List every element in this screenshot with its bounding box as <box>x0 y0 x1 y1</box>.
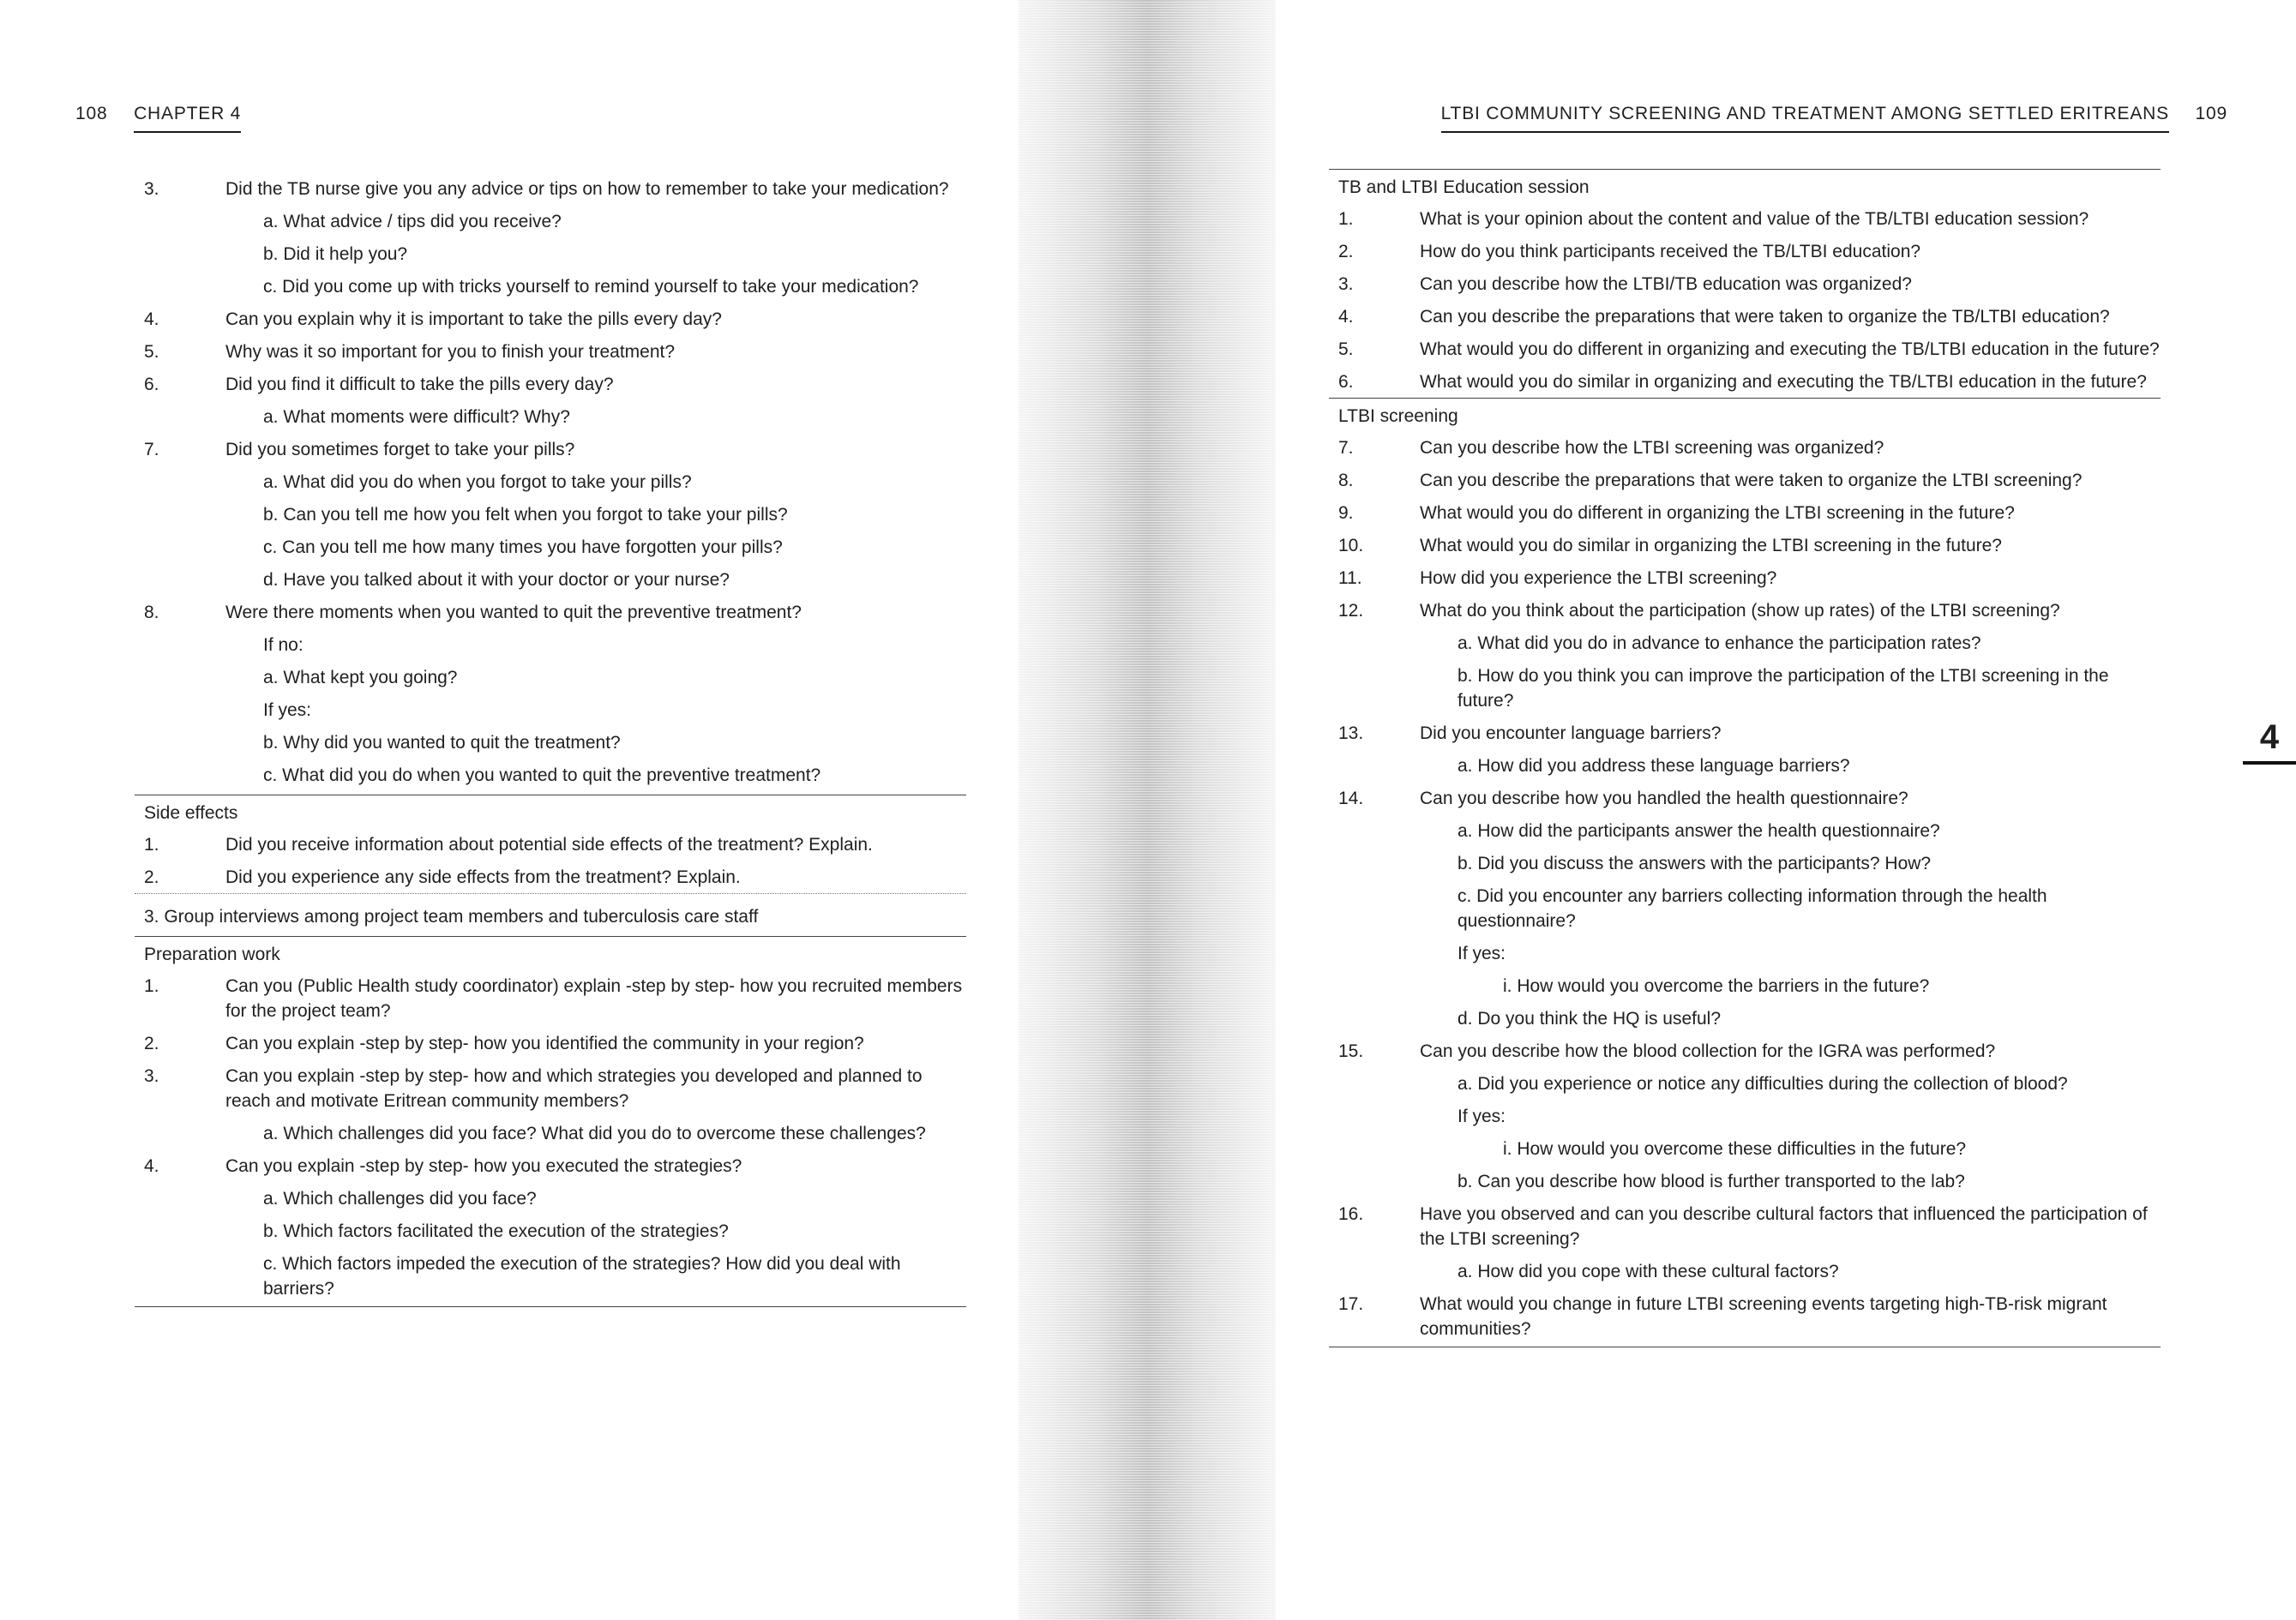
question-number: 8. <box>1338 471 1354 490</box>
question-item <box>1329 1202 2161 1251</box>
sub-question: a. How did you cope with these cultural factors? <box>1458 1262 1839 1281</box>
question-number: 2. <box>144 867 159 887</box>
question-number: 3. <box>144 179 159 199</box>
sub-question: b. Which factors facilitated the execution of the strategies? <box>263 1221 729 1241</box>
question-item <box>1329 721 2161 746</box>
question-item <box>135 974 966 1023</box>
question-text: How did you experience the LTBI screening? <box>1420 568 1777 588</box>
question-number: 4. <box>144 1156 159 1176</box>
question-text: Can you explain -step by step- how you identified the community in your region? <box>225 1034 864 1053</box>
question-item <box>1329 239 2161 264</box>
question-number: 1. <box>1338 209 1354 229</box>
question-text: Did you encounter language barriers? <box>1420 723 1722 743</box>
question-text: Did you sometimes forget to take your pills? <box>225 440 575 459</box>
question-text: Can you explain -step by step- how you executed the strategies? <box>225 1156 742 1176</box>
question-item <box>135 865 966 890</box>
question-number: 15. <box>1338 1041 1364 1061</box>
running-head-right <box>1441 101 2227 133</box>
question-text: What do you think about the participation (show up rates) of the LTBI screening? <box>1420 601 2060 621</box>
question-item <box>135 372 966 397</box>
question-item <box>135 307 966 332</box>
sub-question: b. Did you discuss the answers with the participants? How? <box>1458 854 1932 873</box>
question-item <box>1329 272 2161 297</box>
sub-question: a. Which challenges did you face? <box>263 1189 537 1209</box>
chapter-tab-marker <box>2243 718 2296 765</box>
sub-question: a. Which challenges did you face? What did you do to overcome these challenges? <box>263 1124 926 1143</box>
book-spine-gutter <box>1019 0 1276 1620</box>
chapter-title: LTBI COMMUNITY SCREENING AND TREATMENT AMONG SETTLED ERITREANS <box>1441 101 2169 133</box>
question-text: What would you change in future LTBI screening events targeting high-TB-risk migrant communities? <box>1420 1294 2107 1339</box>
section-divider <box>135 1306 966 1307</box>
question-text: What would you do different in organizing and executing the TB/LTBI education in the future? <box>1420 339 2160 359</box>
question-text: Can you describe the preparations that were taken to organize the LTBI screening? <box>1420 471 2083 490</box>
question-item <box>1329 598 2161 623</box>
sub-sub-question: i. How would you overcome the barriers in the future? <box>1503 976 1930 996</box>
question-item <box>1329 369 2161 394</box>
question-number: 2. <box>1338 242 1354 261</box>
question-number: 7. <box>1338 438 1354 458</box>
question-number: 1. <box>144 976 159 996</box>
sub-question: a. What moments were difficult? Why? <box>263 407 570 427</box>
question-item <box>1329 337 2161 362</box>
question-text: How do you think participants received the TB/LTBI education? <box>1420 242 1921 261</box>
sub-question: c. Did you come up with tricks yourself to remind yourself to take your medication? <box>263 277 919 297</box>
sub-question: b. How do you think you can improve the participation of the LTBI screening in the future? <box>1458 666 2109 711</box>
condition-note: If yes: <box>1458 944 1506 963</box>
question-text: Did you experience any side effects from the treatment? Explain. <box>225 867 741 887</box>
question-text: Can you describe how the blood collection for the IGRA was performed? <box>1420 1041 1996 1061</box>
right-page <box>1276 0 2296 1620</box>
question-text: Can you describe the preparations that were taken to organize the TB/LTBI education? <box>1420 307 2110 327</box>
question-text: Have you observed and can you describe cultural factors that influenced the participation of the LTBI screening? <box>1420 1204 2148 1249</box>
question-number: 11. <box>1338 568 1362 588</box>
question-number: 6. <box>144 375 159 394</box>
question-number: 17. <box>1338 1294 1364 1314</box>
question-text: Can you describe how the LTBI/TB education was organized? <box>1420 274 1912 294</box>
question-number: 4. <box>1338 307 1354 327</box>
page-number: 108 <box>75 104 108 123</box>
question-item <box>1329 1039 2161 1064</box>
question-text: Can you explain -step by step- how and which strategies you developed and planned to reach and motivate Eritrean community members? <box>225 1066 923 1111</box>
question-item <box>135 1064 966 1113</box>
running-head-left <box>75 101 241 133</box>
question-text: Can you (Public Health study coordinator) explain -step by step- how you recruited members for the project team? <box>225 976 963 1021</box>
question-item <box>135 1154 966 1179</box>
sub-question: a. What kept you going? <box>263 668 458 687</box>
section-heading: Preparation work <box>144 945 280 964</box>
question-item <box>1329 1292 2161 1341</box>
question-number: 3. <box>144 1066 159 1086</box>
question-item <box>1329 501 2161 525</box>
question-number: 14. <box>1338 789 1364 808</box>
chapter-title: CHAPTER 4 <box>134 101 241 133</box>
condition-note: If yes: <box>263 700 312 720</box>
question-text: What would you do similar in organizing the LTBI screening in the future? <box>1420 536 2002 555</box>
sub-question: a. What did you do when you forgot to take your pills? <box>263 472 692 492</box>
question-number: 4. <box>144 309 159 329</box>
question-text: What would you do different in organizing the LTBI screening in the future? <box>1420 503 2015 523</box>
question-text: Can you describe how the LTBI screening was organized? <box>1420 438 1884 458</box>
question-number: 16. <box>1338 1204 1364 1224</box>
question-text: What is your opinion about the content and value of the TB/LTBI education session? <box>1420 209 2089 229</box>
page-number: 109 <box>2195 104 2227 123</box>
sub-question: d. Have you talked about it with your doctor or your nurse? <box>263 570 730 590</box>
condition-note: If yes: <box>1458 1107 1506 1126</box>
question-number: 5. <box>1338 339 1354 359</box>
question-number: 9. <box>1338 503 1354 523</box>
sub-question: a. Did you experience or notice any difficulties during the collection of blood? <box>1458 1074 2068 1094</box>
question-item <box>135 437 966 462</box>
sub-question: a. How did you address these language barriers? <box>1458 756 1850 776</box>
question-number: 5. <box>144 342 159 362</box>
section-heading: Side effects <box>144 803 238 823</box>
sub-question: b. Why did you wanted to quit the treatment? <box>263 733 621 753</box>
question-number: 8. <box>144 603 159 622</box>
question-number: 6. <box>1338 372 1354 392</box>
question-number: 2. <box>144 1034 159 1053</box>
sub-question: c. Did you encounter any barriers collecting information through the health questionnaire? <box>1458 886 2047 931</box>
chapter-tab-number: 4 <box>2259 718 2280 756</box>
question-item <box>1329 304 2161 329</box>
question-text: Can you explain why it is important to take the pills every day? <box>225 309 722 329</box>
question-item <box>1329 207 2161 231</box>
question-number: 3. <box>1338 274 1354 294</box>
sub-question: b. Did it help you? <box>263 244 408 264</box>
sub-sub-question: i. How would you overcome these difficulties in the future? <box>1503 1139 1967 1159</box>
question-text: Did you find it difficult to take the pills every day? <box>225 375 614 394</box>
chapter-tab-bar <box>2243 761 2296 765</box>
question-item <box>135 339 966 364</box>
sub-question: a. What did you do in advance to enhance the participation rates? <box>1458 633 1981 653</box>
question-item <box>1329 435 2161 460</box>
section-heading: LTBI screening <box>1338 406 1458 426</box>
condition-note: If no: <box>263 635 304 655</box>
sub-question: c. Can you tell me how many times you have forgotten your pills? <box>263 537 783 557</box>
sub-question: a. How did the participants answer the health questionnaire? <box>1458 821 1940 841</box>
question-item <box>135 600 966 625</box>
question-item <box>135 1031 966 1056</box>
question-number: 12. <box>1338 601 1364 621</box>
question-item <box>1329 468 2161 493</box>
question-table-right <box>1329 169 2161 1347</box>
sub-question: d. Do you think the HQ is useful? <box>1458 1009 1721 1029</box>
question-item <box>1329 786 2161 811</box>
question-item <box>1329 566 2161 591</box>
question-text: Did the TB nurse give you any advice or tips on how to remember to take your medication? <box>225 179 949 199</box>
sub-question: b. Can you describe how blood is further transported to the lab? <box>1458 1172 1965 1191</box>
question-item <box>135 177 966 201</box>
question-number: 7. <box>144 440 159 459</box>
question-number: 10. <box>1338 536 1364 555</box>
question-item <box>1329 533 2161 558</box>
section-heading: TB and LTBI Education session <box>1338 177 1590 197</box>
question-text: What would you do similar in organizing and executing the TB/LTBI education in the future? <box>1420 372 2147 392</box>
question-number: 1. <box>144 835 159 855</box>
group-interviews-heading: 3. Group interviews among project team members and tuberculosis care staff <box>144 907 759 927</box>
sub-question: a. What advice / tips did you receive? <box>263 212 562 231</box>
question-text: Did you receive information about potential side effects of the treatment? Explain. <box>225 835 873 855</box>
left-page <box>0 0 1019 1620</box>
sub-question: c. What did you do when you wanted to quit the preventive treatment? <box>263 765 821 785</box>
question-table-left <box>135 171 966 1307</box>
question-text: Can you describe how you handled the health questionnaire? <box>1420 789 1908 808</box>
sub-question: c. Which factors impeded the execution of the strategies? How did you deal with barriers? <box>263 1254 901 1299</box>
question-number: 13. <box>1338 723 1364 743</box>
question-text: Were there moments when you wanted to quit the preventive treatment? <box>225 603 802 622</box>
sub-question: b. Can you tell me how you felt when you forgot to take your pills? <box>263 505 788 525</box>
question-text: Why was it so important for you to finish your treatment? <box>225 342 676 362</box>
question-item <box>135 832 966 857</box>
